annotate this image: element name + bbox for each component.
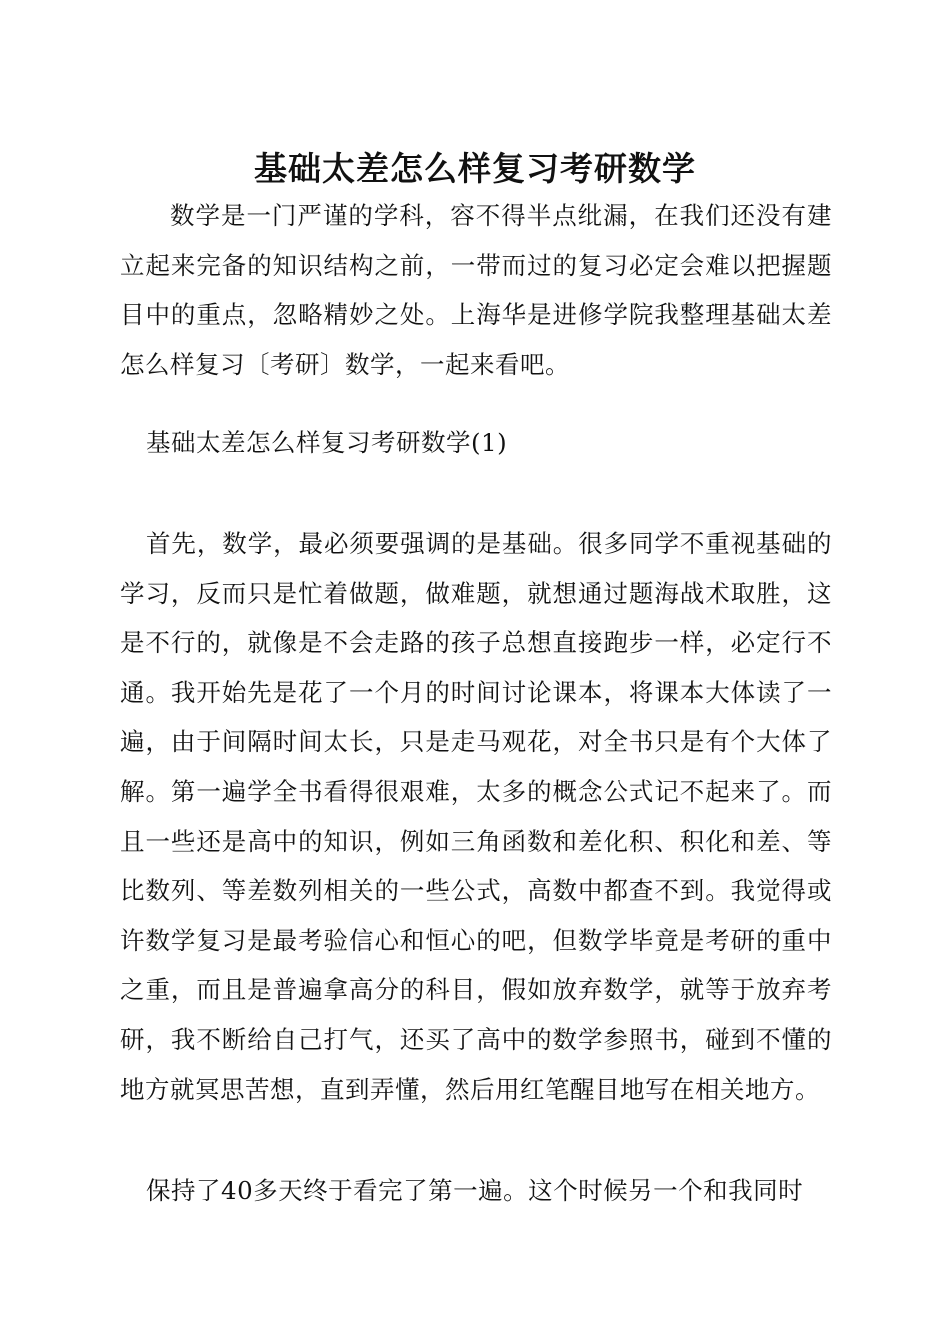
intro-paragraph: 数学是一门严谨的学科，容不得半点纰漏，在我们还没有建立起来完备的知识结构之前，一带而过的复习必定会难以把握题目中的重点，忽略精妙之处。上海华是进修学院我整理基础太差怎么样复习〔考研〕数学，一起来看吧。 (120, 201, 832, 379)
section-heading: 基础太差怎么样复习考研数学(1) (146, 428, 508, 457)
body-paragraph: 首先，数学，最必须要强调的是基础。很多同学不重视基础的学习，反而只是忙着做题，做难题，就想通过题海战术取胜，这是不行的，就像是不会走路的孩子总想直接跑步一样，必定行不通。我开始先是花了一个月的时间讨论课本，将课本大体读了一遍，由于间隔时间太长，只是走马观花，对全书只是有个大体了解。第一遍学全书看得很艰难，太多的概念公式记不起来了。而且一些还是高中的知识，例如三角函数和差化积、积化和差、等比数列、等差数列相关的一些公式，高数中都查不到。我觉得或许数学复习是最考验信心和恒心的吧，但数学毕竟是考研的重中之重，而且是普遍拿高分的科目，假如放弃数学，就等于放弃考研，我不断给自己打气，还买了高中的数学参照书，碰到不懂的地方就冥思苦想，直到弄懂，然后用红笔醒目地写在相关地方。 (120, 529, 832, 1104)
body-paragraph-continued: 保持了40多天终于看完了第一遍。这个时候另一个和我同时 (146, 1176, 804, 1205)
document-title: 基础太差怎么样复习考研数学 (254, 149, 696, 188)
